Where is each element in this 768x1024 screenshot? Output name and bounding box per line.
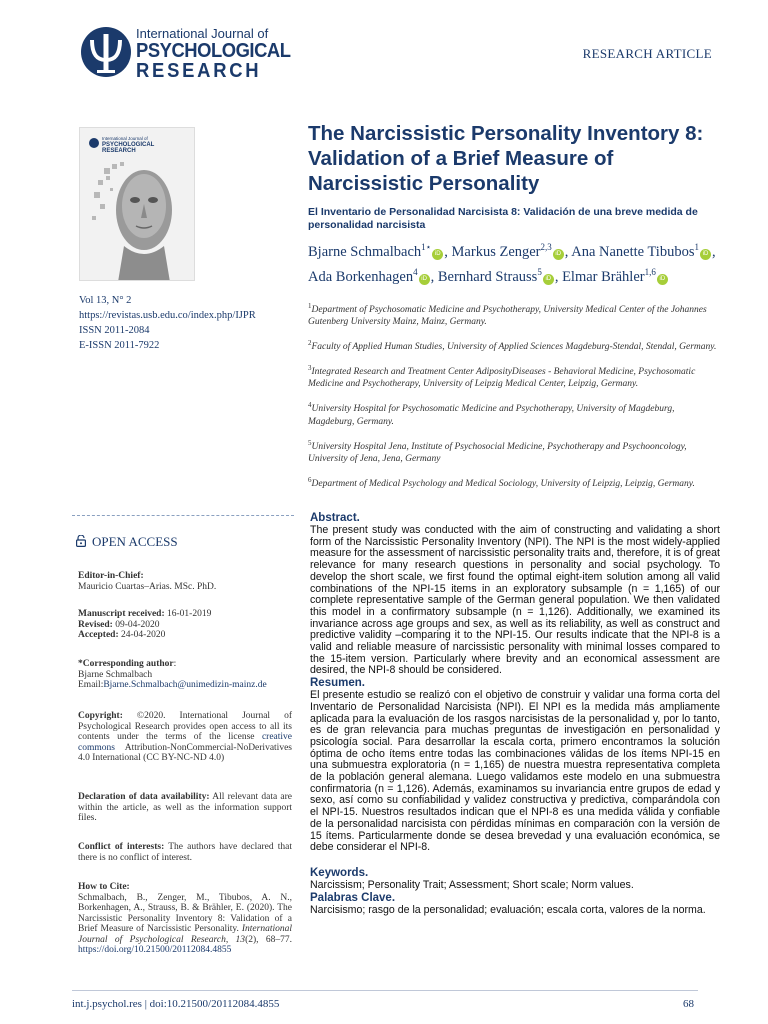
cover-title-line1: International Journal of <box>102 136 148 141</box>
author-name: Elmar Brähler <box>562 268 645 285</box>
affiliation-item <box>308 300 718 328</box>
journal-url-link[interactable]: https://revistas.usb.edu.co/index.php/IJPR <box>79 310 256 321</box>
editor-label: Editor-in-Chief: <box>78 571 144 581</box>
revised-date: 09-04-2020 <box>115 619 160 630</box>
author-list: Bjarne Schmalbach$^{1⋆}$iD , Markus Zenger$^{2,3}$iD , Ana Nanette Tibubos$^1$iD , Ada Borkenhagen$^4$iD , Bernhard Strauss$^5$iD , Elmar Brähler$^{1,6}$iD <box>308 242 716 285</box>
editor-name: Mauricio Cuartas–Arias. MSc. PhD. <box>78 581 217 592</box>
eissn: E-ISSN 2011-7922 <box>79 340 160 351</box>
affiliation-number: 4 <box>308 401 312 410</box>
affiliation-number: 1 <box>308 302 312 310</box>
abstract-section <box>310 512 720 916</box>
affiliation-number: 5 <box>308 438 312 447</box>
data-availability-label: Declaration of data availability: <box>78 792 210 802</box>
orcid-icon[interactable]: iD <box>657 274 668 285</box>
data-availability-text: All relevant data are within the article, as well as the information support files. <box>78 792 292 823</box>
cite-doi-link[interactable]: https://doi.org/10.21500/20112084.4855 <box>78 945 232 955</box>
orcid-icon[interactable]: iD <box>432 249 443 260</box>
keywords-text: Narcissism; Personality Trait; Assessment; Short scale; Norm values. <box>310 878 634 891</box>
affiliation-text: Faculty of Applied Human Studies, University of Applied Sciences Magdeburg-Stendal, Stendal, Germany. <box>311 342 717 353</box>
data-availability-block <box>78 792 292 824</box>
abstract-heading: Abstract. <box>310 512 360 524</box>
affiliation-text: Department of Medical Psychology and Medical Sociology, University of Leipzig, Leipzig, Germany. <box>311 478 695 489</box>
copyright-block <box>78 711 292 764</box>
editor-block <box>78 571 292 592</box>
sidebar-divider <box>72 515 294 516</box>
abstract-text: The present study was conducted with the aim of constructing and validating a short form of the Narcissistic Personality Inventory (NPI). The NPI is the most widely-applied measure for the assessment of narcissistic personality traits and, therefore, it is of great relevance for many research questions in personality and social psychology. To develop the short scale, we first found the optimal eight-item solution among all valid combinations of the NPI-15 items in an exploratory subsample (n = 1,165) of our complete representative sample of the German general population. We then validated this model in a confirmatory subsample (n = 1,126). Additionally, we examined its invariance across age groups and sex, as well as its reliability, as well as construct and predictive validity –comparing it to the NPI-15. Our results indicate that the NPI-8 is a valid and reliable measure of narcissistic personality with minimal losses compared to the 15-item version. Particularly where brevity and an economical assessment are desired, the NPI-8 should be considered. <box>310 524 720 677</box>
author-name: Ada Borkenhagen <box>308 268 414 285</box>
author-name: Markus Zenger <box>451 243 541 260</box>
author-affil-sup: 1,6 <box>644 266 656 277</box>
accepted-label: Accepted: <box>78 630 119 640</box>
cite-journal: International Journal of Psychological Research, 13 <box>78 924 293 945</box>
conflict-text: The authors have declared that there is no conflict of interest. <box>78 842 292 863</box>
accepted-date: 24-04-2020 <box>121 630 166 640</box>
affiliation-number: 6 <box>308 475 312 484</box>
cite-label: How to Cite: <box>78 882 130 892</box>
dates-block <box>78 609 292 641</box>
affiliation-number: 2 <box>308 339 312 348</box>
corresponding-label: *Corresponding author <box>78 659 174 669</box>
author-name: Ana Nanette Tibubos <box>571 243 695 260</box>
affiliation-item <box>308 399 718 427</box>
cover-title-line2: PSYCHOLOGICAL <box>102 142 155 148</box>
resumen-heading: Resumen. <box>310 677 365 690</box>
author-name: Bernhard Strauss <box>437 268 538 285</box>
footer-divider <box>72 990 698 991</box>
email-link[interactable]: Bjarne.Schmalbach@unimedizin-mainz.de <box>103 680 267 690</box>
author-affil-sup: 5 <box>537 266 542 277</box>
copyright-license: Attribution-NonCommercial-NoDerivatives 4.0 International (CC BY-NC-ND 4.0) <box>78 742 292 763</box>
affiliation-list <box>308 300 718 499</box>
email-label: Email: <box>78 680 104 690</box>
resumen-text: El presente estudio se realizó con el objetivo de construir y validar una forma corta del Inventario de Personalidad Narcisista (NPI). El NPI es la medida más ampliamente aplicada para la evaluación de los rasgos narcisistas de la personalidad y, por lo tanto, es de gran relevancia para muchas preguntas de investigación en personalidad y psicología social. Para desarrollar la escala corta, primero encontramos la solución óptima de ocho ítems entre todas las combinaciones válidas de los ítems NPI-15 en una submuestra exploratoria (n = 1,165) de nuestra muestra representativa completa de la población general alemana. Luego validamos este modelo en una submuestra confirmatoria (n = 1,126). Además, examinamos su invariancia entre grupos de edad y sexo, así como su confiabilidad y validez constructiva y predictiva, comparándola con el NPI-15. Nuestros resultados indican que el NPI-8 es una medida válida y confiable de la personalidad narcisista con pérdidas mínimas en comparación con la versión de 15 ítems. Particularmente donde se desea brevedad y una evaluación económica, se debe considerar el NPI-8. <box>310 689 720 854</box>
received-label: Manuscript received: <box>78 609 165 619</box>
affiliation-text: Integrated Research and Treatment Center AdiposityDiseases - Behavioral Medicine, Psychosomatic Medicine and Psychotherapy, University of Leipzig Medical Center, Leipzig, Germany. <box>308 367 696 390</box>
creative-commons-link[interactable]: creative commons <box>78 732 292 753</box>
volume-number: Vol 13, N° 2 <box>79 295 132 306</box>
page-number: 68 <box>683 998 694 1010</box>
issn: ISSN 2011-2084 <box>79 325 150 336</box>
keywords-heading: Keywords. <box>310 866 369 879</box>
author-affil-sup: 4 <box>413 266 418 277</box>
author-name: Bjarne Schmalbach <box>308 243 422 260</box>
conflict-label: Conflict of interests: <box>78 842 165 852</box>
author-affil-sup: 2,3 <box>540 242 552 252</box>
corresponding-author-block: *Corresponding author: Bjarne Schmalbach Email:Bjarne.Schmalbach@unimedizin-mainz.de <box>78 659 267 690</box>
affiliation-text: Department of Psychosomatic Medicine and Psychotherapy, University Medical Center of the Johannes Gutenberg University Mainz, Mainz, Germany. <box>308 305 707 328</box>
received-date: 16-01-2019 <box>167 609 212 619</box>
affiliation-item <box>308 437 718 465</box>
copyright-text: ©2020. International Journal of Psychological Research provides open access to all its contents under the terms of the license <box>78 711 292 742</box>
psi-logo-icon <box>80 26 132 78</box>
corresponding-name: Bjarne Schmalbach <box>78 669 153 680</box>
affiliation-text: University Hospital Jena, Institute of Psychosocial Medicine, Psychotherapy and Psychooncology, University of Jena, Jena, Germany <box>308 441 687 464</box>
author-affil-sup: 1⋆ <box>421 242 432 252</box>
palabras-heading: Palabras Clave. <box>310 891 396 904</box>
affiliation-text: University Hospital for Psychosomatic Medicine and Psychotherapy, University of Magdeburg, Magdeburg, Germany. <box>308 404 675 427</box>
how-to-cite-block <box>78 882 292 956</box>
orcid-icon[interactable]: iD <box>700 249 711 260</box>
open-lock-icon <box>76 535 86 547</box>
cite-text: Schmalbach, B., Zenger, M., Tibubos, A. N., Borkenhagen, A., Strauss, B. & Brähler, E. (2020). The Narcissistic Personality Inventory 8: Validation of a Brief Measure of Narcissistic Personality. <box>78 892 292 934</box>
open-access-label: OPEN ACCESS <box>92 534 178 549</box>
footer-citation: int.j.psychol.res | doi:10.21500/20112084.4855 <box>72 998 280 1010</box>
journal-logo <box>80 24 291 84</box>
issue-info <box>79 293 256 353</box>
cite-pages: (2), 68–77. <box>245 934 292 945</box>
open-access-badge <box>76 534 178 550</box>
orcid-icon[interactable]: iD <box>543 274 554 285</box>
author-affil-sup: 1 <box>694 242 699 252</box>
copyright-label: Copyright: <box>78 711 123 721</box>
revised-label: Revised: <box>78 619 113 630</box>
conflict-block <box>78 842 292 863</box>
palabras-text: Narcisismo; rasgo de la personalidad; evaluación; escala corta, valores de la norma. <box>310 903 706 916</box>
logo-text-line2: PSYCHOLOGICAL <box>136 40 291 62</box>
article-title: The Narcissistic Personality Inventory 8: Validation of a Brief Measure of Narcissistic Personality <box>308 122 704 195</box>
affiliation-item <box>308 337 718 353</box>
logo-text-line3: RESEARCH <box>136 60 262 82</box>
journal-cover-image <box>79 127 195 281</box>
orcid-icon[interactable]: iD <box>553 249 564 260</box>
affiliation-number: 3 <box>308 364 312 373</box>
logo-text-line1: International Journal of <box>136 26 269 41</box>
orcid-icon[interactable]: iD <box>419 274 430 285</box>
cover-illustration <box>80 128 195 281</box>
article-type-label: RESEARCH ARTICLE <box>582 46 712 61</box>
article-subtitle-spanish: El Inventario de Personalidad Narcisista 8: Validación de una breve medida de personalidad narcisista <box>308 206 698 231</box>
affiliation-item <box>308 474 718 490</box>
cover-title-line3: RESEARCH <box>102 148 136 154</box>
affiliation-item <box>308 362 718 390</box>
